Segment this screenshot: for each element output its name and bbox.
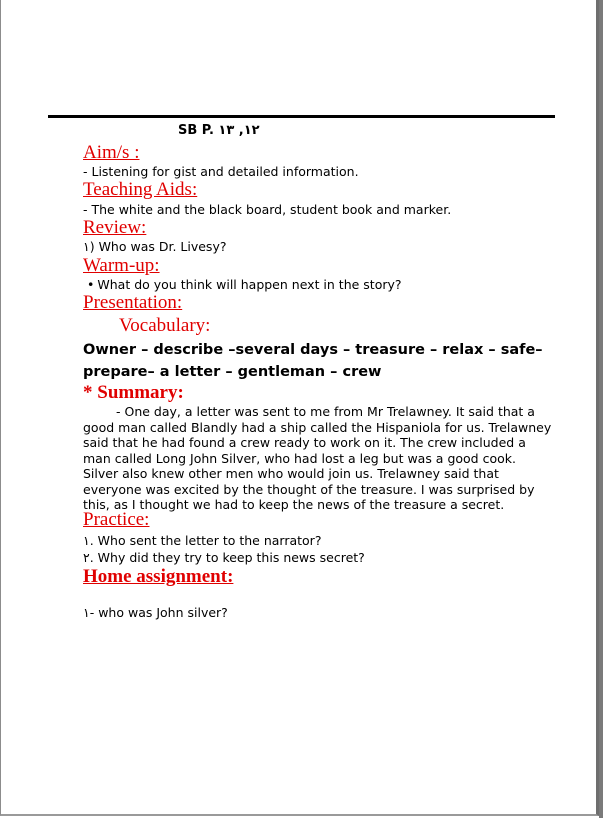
review-text: ١) Who was Dr. Livesy? [83, 239, 227, 254]
practice-question-1: ١. Who sent the letter to the narrator? [83, 533, 322, 548]
summary-paragraph [83, 404, 553, 513]
practice-heading: Practice: [83, 509, 150, 530]
bullet-icon: • [87, 277, 95, 292]
review-heading: Review: [83, 217, 147, 238]
teaching-aids-heading: Teaching Aids: [83, 179, 198, 200]
aims-text: - Listening for gist and detailed information. [83, 164, 359, 179]
practice-question-2: ٢. Why did they try to keep this news secret? [83, 550, 365, 565]
teaching-aids-text: - The white and the black board, student book and marker. [83, 202, 452, 217]
presentation-heading: Presentation: [83, 292, 183, 313]
vocabulary-line-2: prepare– a letter – gentleman – crew [83, 364, 382, 380]
aims-heading: Aim/s : [83, 142, 140, 163]
warmup-item [83, 277, 402, 292]
summary-text: - One day, a letter was sent to me from Mr Trelawney. It said that a good man called Blandly had a ship called the Hispaniola for us. Trelawney said that he had found a crew ready to work on it. The crew included a man called Long John Silver, who had lost a leg but was a good cook. Silver also knew other men who would join us. Trelawney said that everyone was excited by the thought of the treasure. I was surprised by this, as I thought we had to keep the news of the treasure a secret. [83, 404, 552, 512]
home-assignment-text: ١- who was John silver? [83, 605, 228, 620]
page-shadow [599, 0, 603, 818]
header-rule [48, 115, 555, 118]
vocabulary-heading: Vocabulary: [119, 315, 211, 336]
page-reference: SB P. ١٢, ١٣ [178, 123, 260, 138]
home-assignment-heading: Home assignment: [83, 566, 234, 587]
warmup-heading: Warm-up: [83, 255, 160, 276]
summary-heading: * Summary: [83, 382, 184, 403]
warmup-text: What do you think will happen next in the story? [97, 277, 402, 292]
vocabulary-line-1: Owner – describe –several days – treasure – relax – safe– [83, 342, 543, 358]
